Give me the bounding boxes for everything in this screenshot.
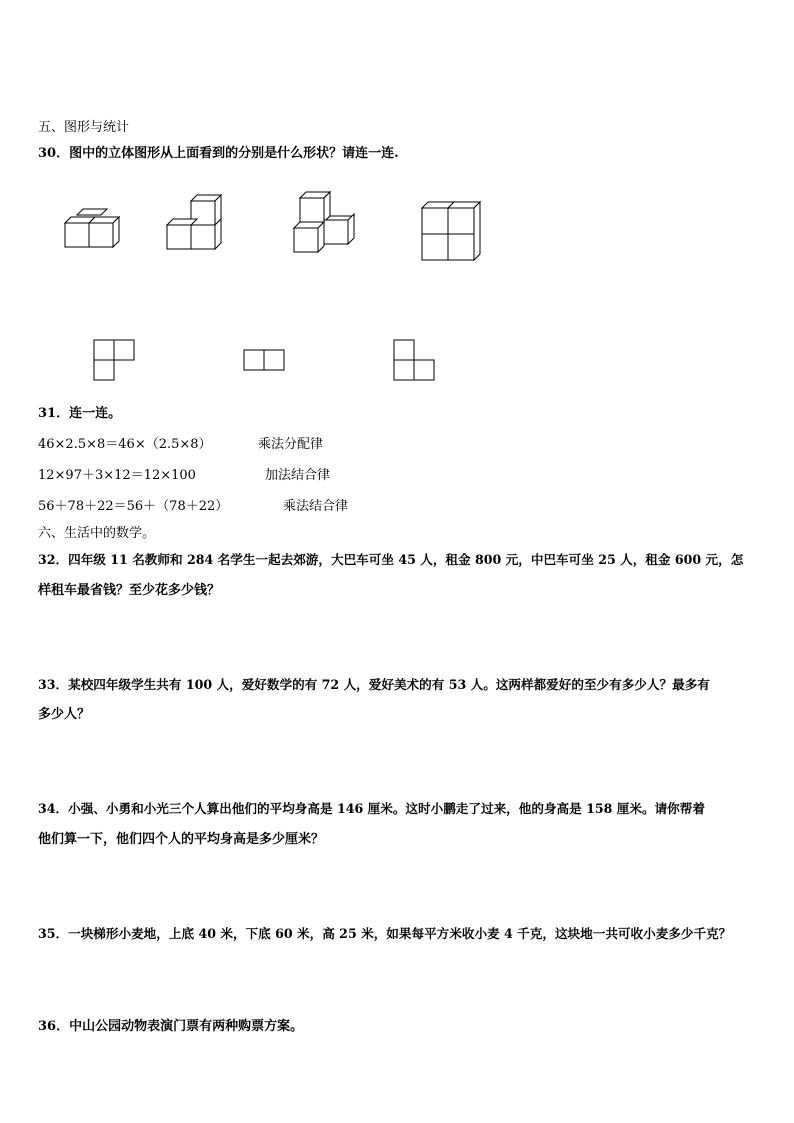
solid-figure-2 xyxy=(163,193,233,255)
solid-figure-4 xyxy=(418,198,488,266)
question-35-text: 35．一块梯形小麦地，上底 40 米，下底 60 米，高 25 米，如果每平方米收小麦 4 千克，这块地一共可收小麦多少千克？ xyxy=(38,926,732,941)
question-34-line-2: 他们算一下，他们四个人的平均身高是多少厘米？ xyxy=(38,832,325,847)
top-view-shape-3 xyxy=(393,339,437,383)
match-law-3: 乘法结合律 xyxy=(283,499,349,514)
question-33-line-1: 33．某校四年级学生共有 100 人，爱好数学的有 72 人，爱好美术的有 53 人。这两样都爱好的至少有多少人？最多有 xyxy=(38,677,710,692)
section-heading-6: 六、生活中的数学。 xyxy=(38,526,156,541)
question-32-line-2: 样租车最省钱？至少花多少钱？ xyxy=(38,583,221,598)
question-32-line-1: 32．四年级 11 名教师和 284 名学生一起去郊游，大巴车可坐 45 人，租金 800 元，中巴车可坐 25 人，租金 600 元，怎 xyxy=(38,552,744,567)
question-33-line-2: 多少人？ xyxy=(38,707,91,722)
match-law-1: 乘法分配律 xyxy=(258,437,324,452)
question-30-text: 30．图中的立体图形从上面看到的分别是什么形状？请连一连. xyxy=(38,146,399,161)
match-expression-2: 12×97＋3×12＝12×100 xyxy=(38,468,196,483)
question-34-line-1: 34．小强、小勇和小光三个人算出他们的平均身高是 146 厘米。这时小鹏走了过来，他的身高是 158 厘米。请你帮着 xyxy=(38,801,705,816)
top-view-shape-2 xyxy=(243,349,287,373)
question-31-title: 31．连一连。 xyxy=(38,406,122,421)
solid-figure-3 xyxy=(290,190,360,258)
solid-figure-1 xyxy=(60,205,130,253)
match-expression-3: 56＋78＋22＝56＋（78＋22） xyxy=(38,499,229,514)
top-view-shape-1 xyxy=(93,339,137,383)
match-law-2: 加法结合律 xyxy=(265,468,331,483)
section-heading-5: 五、图形与统计 xyxy=(38,120,130,135)
question-36-text: 36．中山公园动物表演门票有两种购票方案。 xyxy=(38,1019,304,1034)
match-expression-1: 46×2.5×8＝46×（2.5×8） xyxy=(38,437,212,452)
